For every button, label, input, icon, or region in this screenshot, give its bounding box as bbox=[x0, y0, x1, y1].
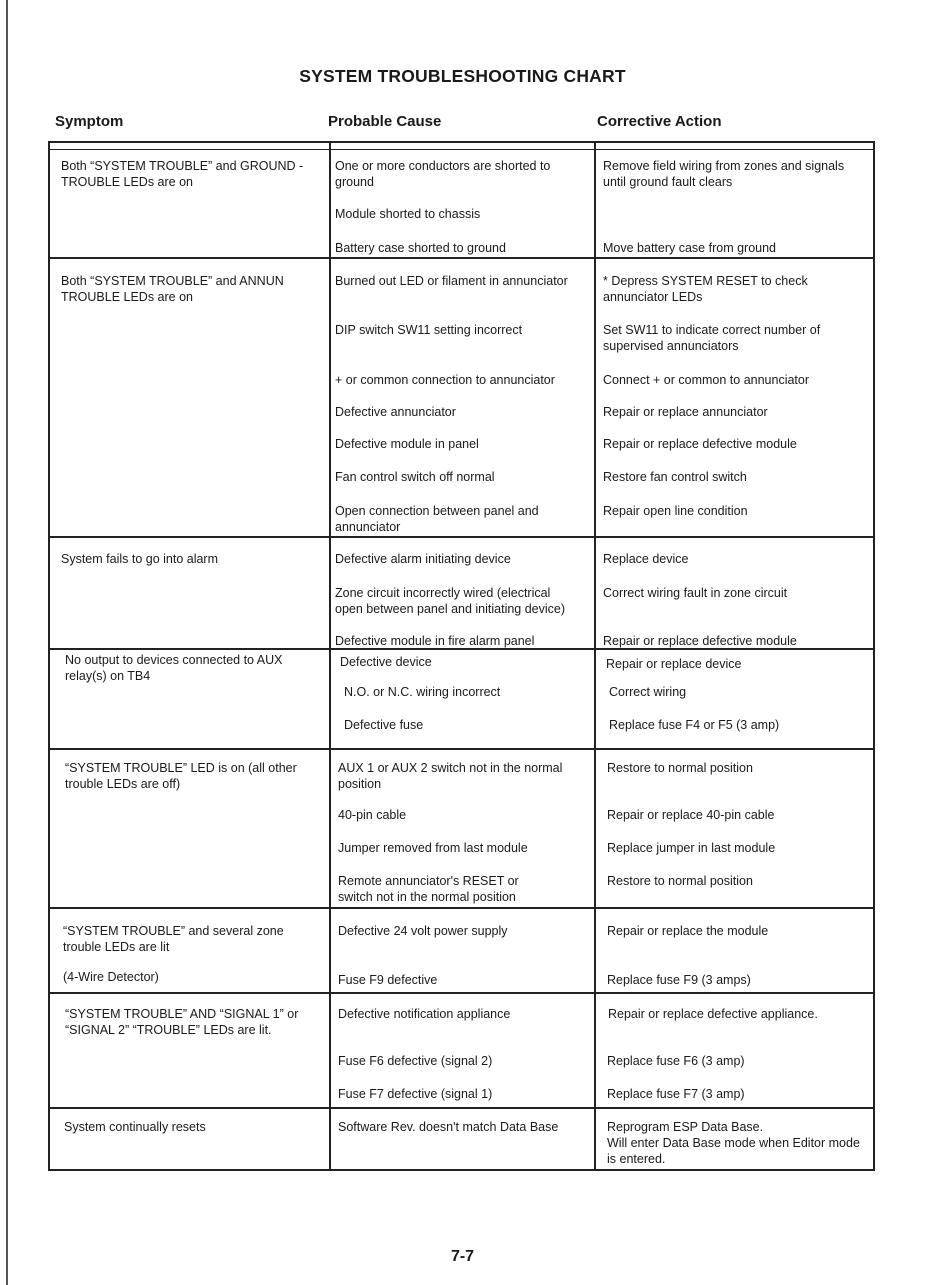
binding-line bbox=[6, 0, 8, 1285]
row-divider bbox=[50, 257, 873, 259]
page-number: 7-7 bbox=[450, 1248, 475, 1265]
cause-cell: Defective fuse bbox=[344, 718, 424, 732]
action-cell: Repair open line condition bbox=[603, 504, 748, 518]
symptom-cell: System fails to go into alarm bbox=[61, 552, 219, 566]
symptom-cell: “SYSTEM TROUBLE” LED is on (all other trouble LEDs are off) bbox=[65, 761, 297, 791]
cause-cell: AUX 1 or AUX 2 switch not in the normal position bbox=[338, 761, 563, 791]
action-cell: Repair or replace defective appliance. bbox=[608, 1007, 818, 1021]
cause-cell: Fuse F7 defective (signal 1) bbox=[338, 1087, 493, 1101]
cause-cell: Defective 24 volt power supply bbox=[338, 924, 508, 938]
action-cell: Repair or replace device bbox=[606, 657, 742, 671]
cause-cell: Defective device bbox=[340, 655, 432, 669]
action-cell: Restore to normal position bbox=[607, 761, 753, 775]
action-cell: Repair or replace defective module bbox=[603, 437, 797, 451]
action-cell: Repair or replace annunciator bbox=[603, 405, 768, 419]
cause-cell: Battery case shorted to ground bbox=[335, 241, 506, 255]
symptom-cell: Both “SYSTEM TROUBLE” and ANNUN TROUBLE LEDs are on bbox=[61, 274, 284, 304]
symptom-header: Symptom bbox=[55, 113, 124, 130]
troubleshooting-table bbox=[48, 141, 875, 1171]
symptom-cell: “SYSTEM TROUBLE” AND “SIGNAL 1” or “SIGNAL 2” “TROUBLE” LEDs are lit. bbox=[65, 1007, 299, 1037]
action-cell: Correct wiring fault in zone circuit bbox=[603, 586, 788, 600]
symptom-cell: No output to devices connected to AUX relay(s) on TB4 bbox=[65, 653, 283, 683]
cause-cell: Defective alarm initiating device bbox=[335, 552, 511, 566]
cause-cell: Jumper removed from last module bbox=[338, 841, 528, 855]
cause-cell: N.O. or N.C. wiring incorrect bbox=[344, 685, 501, 699]
action-cell: Move battery case from ground bbox=[603, 241, 776, 255]
action-cell: Replace fuse F4 or F5 (3 amp) bbox=[609, 718, 780, 732]
cause-cell: One or more conductors are shorted to ground bbox=[335, 159, 551, 189]
cause-cell: Open connection between panel and annunciator bbox=[335, 504, 539, 534]
chart-title: SYSTEM TROUBLESHOOTING CHART bbox=[299, 66, 626, 86]
cause-cell: Burned out LED or filament in annunciator bbox=[335, 274, 568, 288]
row-divider bbox=[50, 1107, 873, 1109]
cause-cell: Software Rev. doesn't match Data Base bbox=[338, 1120, 559, 1134]
row-divider bbox=[50, 907, 873, 909]
action-cell: Connect + or common to annunciator bbox=[603, 373, 810, 387]
cause-cell: Zone circuit incorrectly wired (electrical open between panel and initiating device) bbox=[335, 586, 566, 616]
action-cell: Repair or replace the module bbox=[607, 924, 769, 938]
row-divider bbox=[50, 748, 873, 750]
cause-cell: Fuse F6 defective (signal 2) bbox=[338, 1054, 493, 1068]
cause-cell: Module shorted to chassis bbox=[335, 207, 481, 221]
action-cell: Replace fuse F7 (3 amp) bbox=[607, 1087, 745, 1101]
cause-cell: Defective annunciator bbox=[335, 405, 456, 419]
cause-cell: + or common connection to annunciator bbox=[335, 373, 555, 387]
cause-cell: DIP switch SW11 setting incorrect bbox=[335, 323, 523, 337]
action-cell: Replace device bbox=[603, 552, 689, 566]
cause-cell: Defective module in panel bbox=[335, 437, 479, 451]
action-cell: Replace jumper in last module bbox=[607, 841, 776, 855]
cause-cell: Defective notification appliance bbox=[338, 1007, 511, 1021]
action-header: Corrective Action bbox=[597, 113, 722, 130]
action-cell: Remove field wiring from zones and signals until ground fault clears bbox=[603, 159, 845, 189]
symptom-cell: System continually resets bbox=[64, 1120, 206, 1134]
symptom-note: (4-Wire Detector) bbox=[63, 970, 159, 984]
action-cell: Restore fan control switch bbox=[603, 470, 747, 484]
action-cell: Replace fuse F6 (3 amp) bbox=[607, 1054, 745, 1068]
action-cell: Reprogram ESP Data Base. Will enter Data Base mode when Editor mode is entered. bbox=[607, 1120, 860, 1166]
row-divider bbox=[50, 536, 873, 538]
action-cell: Restore to normal position bbox=[607, 874, 753, 888]
action-cell: Repair or replace 40-pin cable bbox=[607, 808, 775, 822]
cause-cell: Fan control switch off normal bbox=[335, 470, 495, 484]
symptom-cell: Both “SYSTEM TROUBLE” and GROUND - TROUBLE LEDs are on bbox=[61, 159, 304, 189]
cause-header: Probable Cause bbox=[328, 113, 442, 130]
row-divider bbox=[50, 992, 873, 994]
action-cell: Correct wiring bbox=[609, 685, 687, 699]
action-cell: Replace fuse F9 (3 amps) bbox=[607, 973, 751, 987]
cause-cell: Defective module in fire alarm panel bbox=[335, 634, 535, 648]
cause-cell: Remote annunciator's RESET or switch not in the normal position bbox=[338, 874, 519, 904]
action-cell: Set SW11 to indicate correct number of supervised annunciators bbox=[603, 323, 821, 353]
table-top-rule bbox=[50, 143, 873, 150]
action-cell: Repair or replace defective module bbox=[603, 634, 797, 648]
cause-cell: Fuse F9 defective bbox=[338, 973, 438, 987]
action-cell: * Depress SYSTEM RESET to check annunciator LEDs bbox=[603, 274, 808, 304]
symptom-cell: “SYSTEM TROUBLE” and several zone trouble LEDs are lit bbox=[63, 924, 284, 954]
column-divider bbox=[329, 143, 331, 1169]
cause-cell: 40-pin cable bbox=[338, 808, 407, 822]
